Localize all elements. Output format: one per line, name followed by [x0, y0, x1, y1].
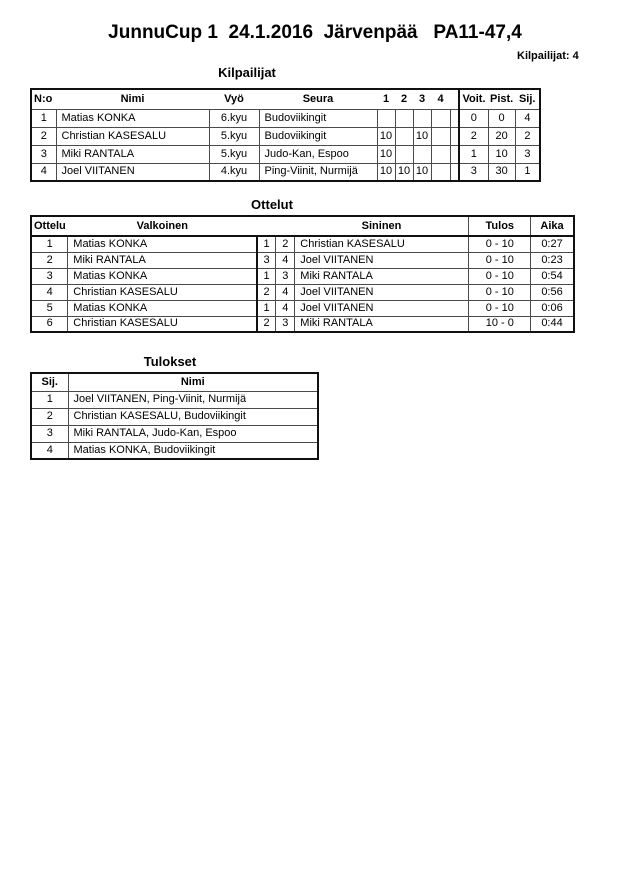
- blue-number: 2: [276, 236, 295, 252]
- result-name: Miki RANTALA, Judo-Kan, Espoo: [68, 425, 318, 442]
- match-result: 10 - 0: [469, 316, 531, 332]
- score-r3: 10: [413, 163, 431, 181]
- col-points: Pist.: [490, 92, 514, 105]
- competitor-belt: 5.kyu: [209, 127, 259, 145]
- col-time: Aika: [531, 216, 574, 236]
- match-row: [31, 268, 574, 284]
- competitor-wins: 2: [459, 127, 488, 145]
- white-name: Christian KASESALU: [68, 284, 257, 300]
- competitor-no: 3: [31, 145, 56, 163]
- results-header-row: [31, 373, 318, 391]
- match-result: 0 - 10: [469, 300, 531, 316]
- competitors-header-row: [31, 89, 540, 109]
- col-blue: Sininen: [295, 216, 469, 236]
- matches-section-title: Ottelut: [251, 197, 293, 212]
- match-no: 5: [31, 300, 68, 316]
- result-name: Christian KASESALU, Budoviikingit: [68, 408, 318, 425]
- blue-number: 4: [276, 252, 295, 268]
- competitor-belt: 5.kyu: [209, 145, 259, 163]
- competitor-place: 2: [515, 127, 540, 145]
- blue-name: Joel VIITANEN: [295, 300, 469, 316]
- result-place: 4: [31, 442, 68, 459]
- score-r1: [377, 109, 395, 127]
- competitor-club: Budoviikingit: [259, 127, 377, 145]
- white-name: Miki RANTALA: [68, 252, 257, 268]
- competitor-row: [31, 109, 540, 127]
- col-spare: [450, 89, 459, 109]
- score-r2: [395, 127, 413, 145]
- blue-number: 3: [276, 316, 295, 332]
- col-round-3: 3: [418, 92, 426, 105]
- match-row: [31, 236, 574, 252]
- result-place: 2: [31, 408, 68, 425]
- score-spare: [450, 163, 459, 181]
- match-result: 0 - 10: [469, 252, 531, 268]
- score-r2: [395, 145, 413, 163]
- score-r3: [413, 109, 431, 127]
- blue-name: Miki RANTALA: [295, 316, 469, 332]
- competitor-no: 2: [31, 127, 56, 145]
- white-name: Matias KONKA: [68, 300, 257, 316]
- match-time: 0:44: [531, 316, 574, 332]
- blue-name: Joel VIITANEN: [295, 284, 469, 300]
- result-row: [31, 391, 318, 408]
- match-row: [31, 284, 574, 300]
- white-number: 3: [257, 252, 276, 268]
- result-row: [31, 425, 318, 442]
- competitor-wins: 3: [459, 163, 488, 181]
- match-no: 6: [31, 316, 68, 332]
- white-number: 2: [257, 284, 276, 300]
- blue-name: Christian KASESALU: [295, 236, 469, 252]
- match-result: 0 - 10: [469, 236, 531, 252]
- competitor-name: Matias KONKA: [56, 109, 209, 127]
- score-r2: 10: [395, 163, 413, 181]
- competitor-points: 20: [488, 127, 515, 145]
- competitors-section-title: Kilpailijat: [218, 65, 276, 80]
- col-no: N:o: [34, 92, 53, 105]
- col-blue-no: [276, 216, 295, 236]
- white-name: Christian KASESALU: [68, 316, 257, 332]
- competitor-club: Budoviikingit: [259, 109, 377, 127]
- blue-name: Miki RANTALA: [295, 268, 469, 284]
- competitor-name: Miki RANTALA: [56, 145, 209, 163]
- col-wins: Voit.: [459, 89, 488, 109]
- white-number: 2: [257, 316, 276, 332]
- competitor-wins: 1: [459, 145, 488, 163]
- white-name: Matias KONKA: [68, 236, 257, 252]
- result-row: [31, 408, 318, 425]
- blue-number: 4: [276, 284, 295, 300]
- col-round-2: 2: [400, 92, 408, 105]
- match-time: 0:27: [531, 236, 574, 252]
- col-place: Sij.: [518, 92, 536, 105]
- competitor-wins: 0: [459, 109, 488, 127]
- competitors-table: [30, 88, 541, 182]
- col-club: Seura: [302, 92, 334, 105]
- result-place: 3: [31, 425, 68, 442]
- competitor-place: 4: [515, 109, 540, 127]
- competitor-points: 30: [488, 163, 515, 181]
- result-name: Joel VIITANEN, Ping-Viinit, Nurmijä: [68, 391, 318, 408]
- score-r4: [431, 145, 450, 163]
- score-r1: 10: [377, 163, 395, 181]
- blue-name: Joel VIITANEN: [295, 252, 469, 268]
- match-time: 0:23: [531, 252, 574, 268]
- results-table: [30, 372, 319, 460]
- score-r1: 10: [377, 127, 395, 145]
- score-r3: [413, 145, 431, 163]
- white-number: 1: [257, 268, 276, 284]
- score-spare: [450, 109, 459, 127]
- competitor-place: 3: [515, 145, 540, 163]
- match-result: 0 - 10: [469, 284, 531, 300]
- col-belt: Vyö: [224, 92, 244, 105]
- score-r3: 10: [413, 127, 431, 145]
- score-r4: [431, 163, 450, 181]
- competitor-row: [31, 127, 540, 145]
- competitor-belt: 4.kyu: [209, 163, 259, 181]
- result-row: [31, 442, 318, 459]
- white-number: 1: [257, 236, 276, 252]
- matches-table: [30, 215, 575, 333]
- result-name: Matias KONKA, Budoviikingit: [68, 442, 318, 459]
- match-no: 1: [31, 236, 68, 252]
- competitor-points: 0: [488, 109, 515, 127]
- col-name: Nimi: [120, 92, 145, 105]
- score-r1: 10: [377, 145, 395, 163]
- match-row: [31, 316, 574, 332]
- score-spare: [450, 145, 459, 163]
- score-r4: [431, 109, 450, 127]
- competitor-belt: 6.kyu: [209, 109, 259, 127]
- competitor-count: Kilpailijat: 4: [517, 50, 579, 62]
- competitor-place: 1: [515, 163, 540, 181]
- match-no: 3: [31, 268, 68, 284]
- match-time: 0:54: [531, 268, 574, 284]
- score-spare: [450, 127, 459, 145]
- matches-header-row: [31, 216, 574, 236]
- score-r4: [431, 127, 450, 145]
- col-round-1: 1: [382, 92, 390, 105]
- match-time: 0:06: [531, 300, 574, 316]
- match-row: [31, 300, 574, 316]
- competitor-row: [31, 163, 540, 181]
- col-white: Valkoinen: [68, 216, 257, 236]
- competitor-no: 4: [31, 163, 56, 181]
- col-round-4: 4: [437, 92, 444, 105]
- white-number: 1: [257, 300, 276, 316]
- col-white-no: [257, 216, 276, 236]
- results-section-title: Tulokset: [143, 354, 197, 369]
- competitor-no: 1: [31, 109, 56, 127]
- blue-number: 4: [276, 300, 295, 316]
- match-no: 4: [31, 284, 68, 300]
- col-match: Ottelu: [31, 216, 68, 236]
- competitor-club: Ping-Viinit, Nurmijä: [259, 163, 377, 181]
- col-result: Tulos: [469, 216, 531, 236]
- match-result: 0 - 10: [469, 268, 531, 284]
- competitor-club: Judo-Kan, Espoo: [259, 145, 377, 163]
- match-row: [31, 252, 574, 268]
- match-time: 0:56: [531, 284, 574, 300]
- score-r2: [395, 109, 413, 127]
- blue-number: 3: [276, 268, 295, 284]
- match-no: 2: [31, 252, 68, 268]
- result-place: 1: [31, 391, 68, 408]
- competitor-points: 10: [488, 145, 515, 163]
- competitor-row: [31, 145, 540, 163]
- white-name: Matias KONKA: [68, 268, 257, 284]
- col-place: Sij.: [41, 375, 58, 388]
- competitor-name: Joel VIITANEN: [56, 163, 209, 181]
- col-name: Nimi: [68, 373, 318, 391]
- page-title: JunnuCup 1 24.1.2016 Järvenpää PA11-47,4: [108, 22, 522, 43]
- competitor-name: Christian KASESALU: [56, 127, 209, 145]
